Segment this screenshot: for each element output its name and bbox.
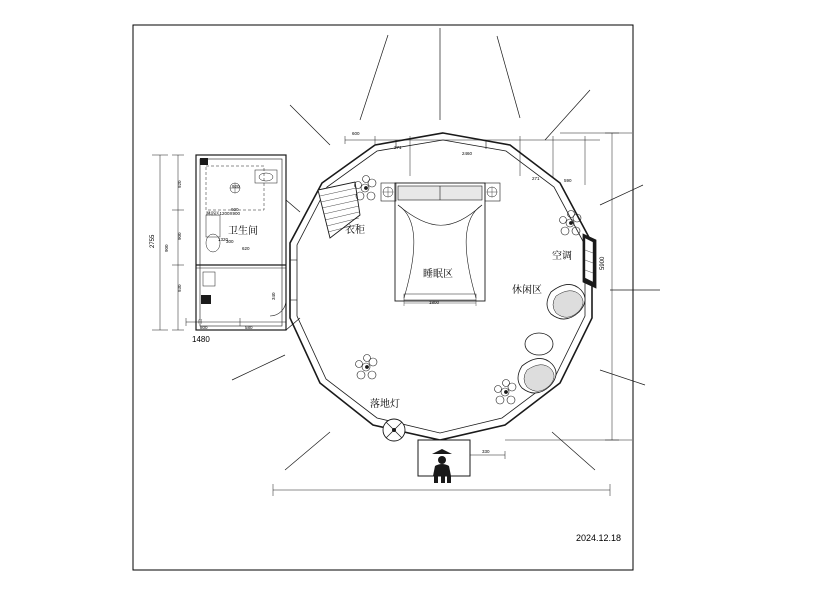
dim-600-shower: 600 xyxy=(231,207,239,212)
dim-1800-bed: 1800 xyxy=(429,300,440,305)
dim-1320: 1320 xyxy=(218,237,229,242)
dim-620: 620 xyxy=(242,246,250,251)
dim-left-2755: 2755 xyxy=(150,234,156,248)
dim-900-a: 900 xyxy=(177,232,182,240)
air-conditioner-unit xyxy=(583,234,596,288)
label-bathroom: 卫生间 xyxy=(228,226,258,237)
bed xyxy=(381,183,500,306)
dim-920-shower: 920 xyxy=(232,184,240,189)
dim-300: 300 xyxy=(226,239,234,244)
dim-330-door: 330 xyxy=(482,449,490,454)
label-leisure-area: 休闲区 xyxy=(512,285,542,296)
dim-600-top: 600 xyxy=(352,131,360,136)
dim-580: 580 xyxy=(245,325,253,330)
dim-bottom-1480: 1480 xyxy=(192,335,210,344)
dim-920-a: 920 xyxy=(177,180,182,188)
drawing-date: 2024.12.18 xyxy=(576,533,622,543)
dim-800: 800 xyxy=(200,325,208,330)
dim-2460: 2460 xyxy=(462,151,473,156)
dim-right-5900: 5900 xyxy=(600,256,606,270)
label-sleeping-area: 睡眠区 xyxy=(423,269,453,280)
bathroom-block xyxy=(196,155,300,330)
dim-590: 590 xyxy=(564,178,572,183)
floor-lamp xyxy=(383,419,405,441)
dim-271-left: 271 xyxy=(394,145,402,150)
side-table xyxy=(525,333,553,355)
note-door: 门 xyxy=(198,319,203,324)
label-air-conditioner: 空调 xyxy=(552,251,572,262)
label-floor-lamp: 落地灯 xyxy=(370,399,400,410)
label-wardrobe: 衣柜 xyxy=(345,225,365,236)
dim-271-right: 271 xyxy=(532,176,540,181)
note-shower-area: 淋浴区1200X900 xyxy=(206,211,241,216)
dim-930: 930 xyxy=(177,284,182,292)
dim-340: 340 xyxy=(271,292,276,300)
dim-900-b: 900 xyxy=(164,244,169,252)
